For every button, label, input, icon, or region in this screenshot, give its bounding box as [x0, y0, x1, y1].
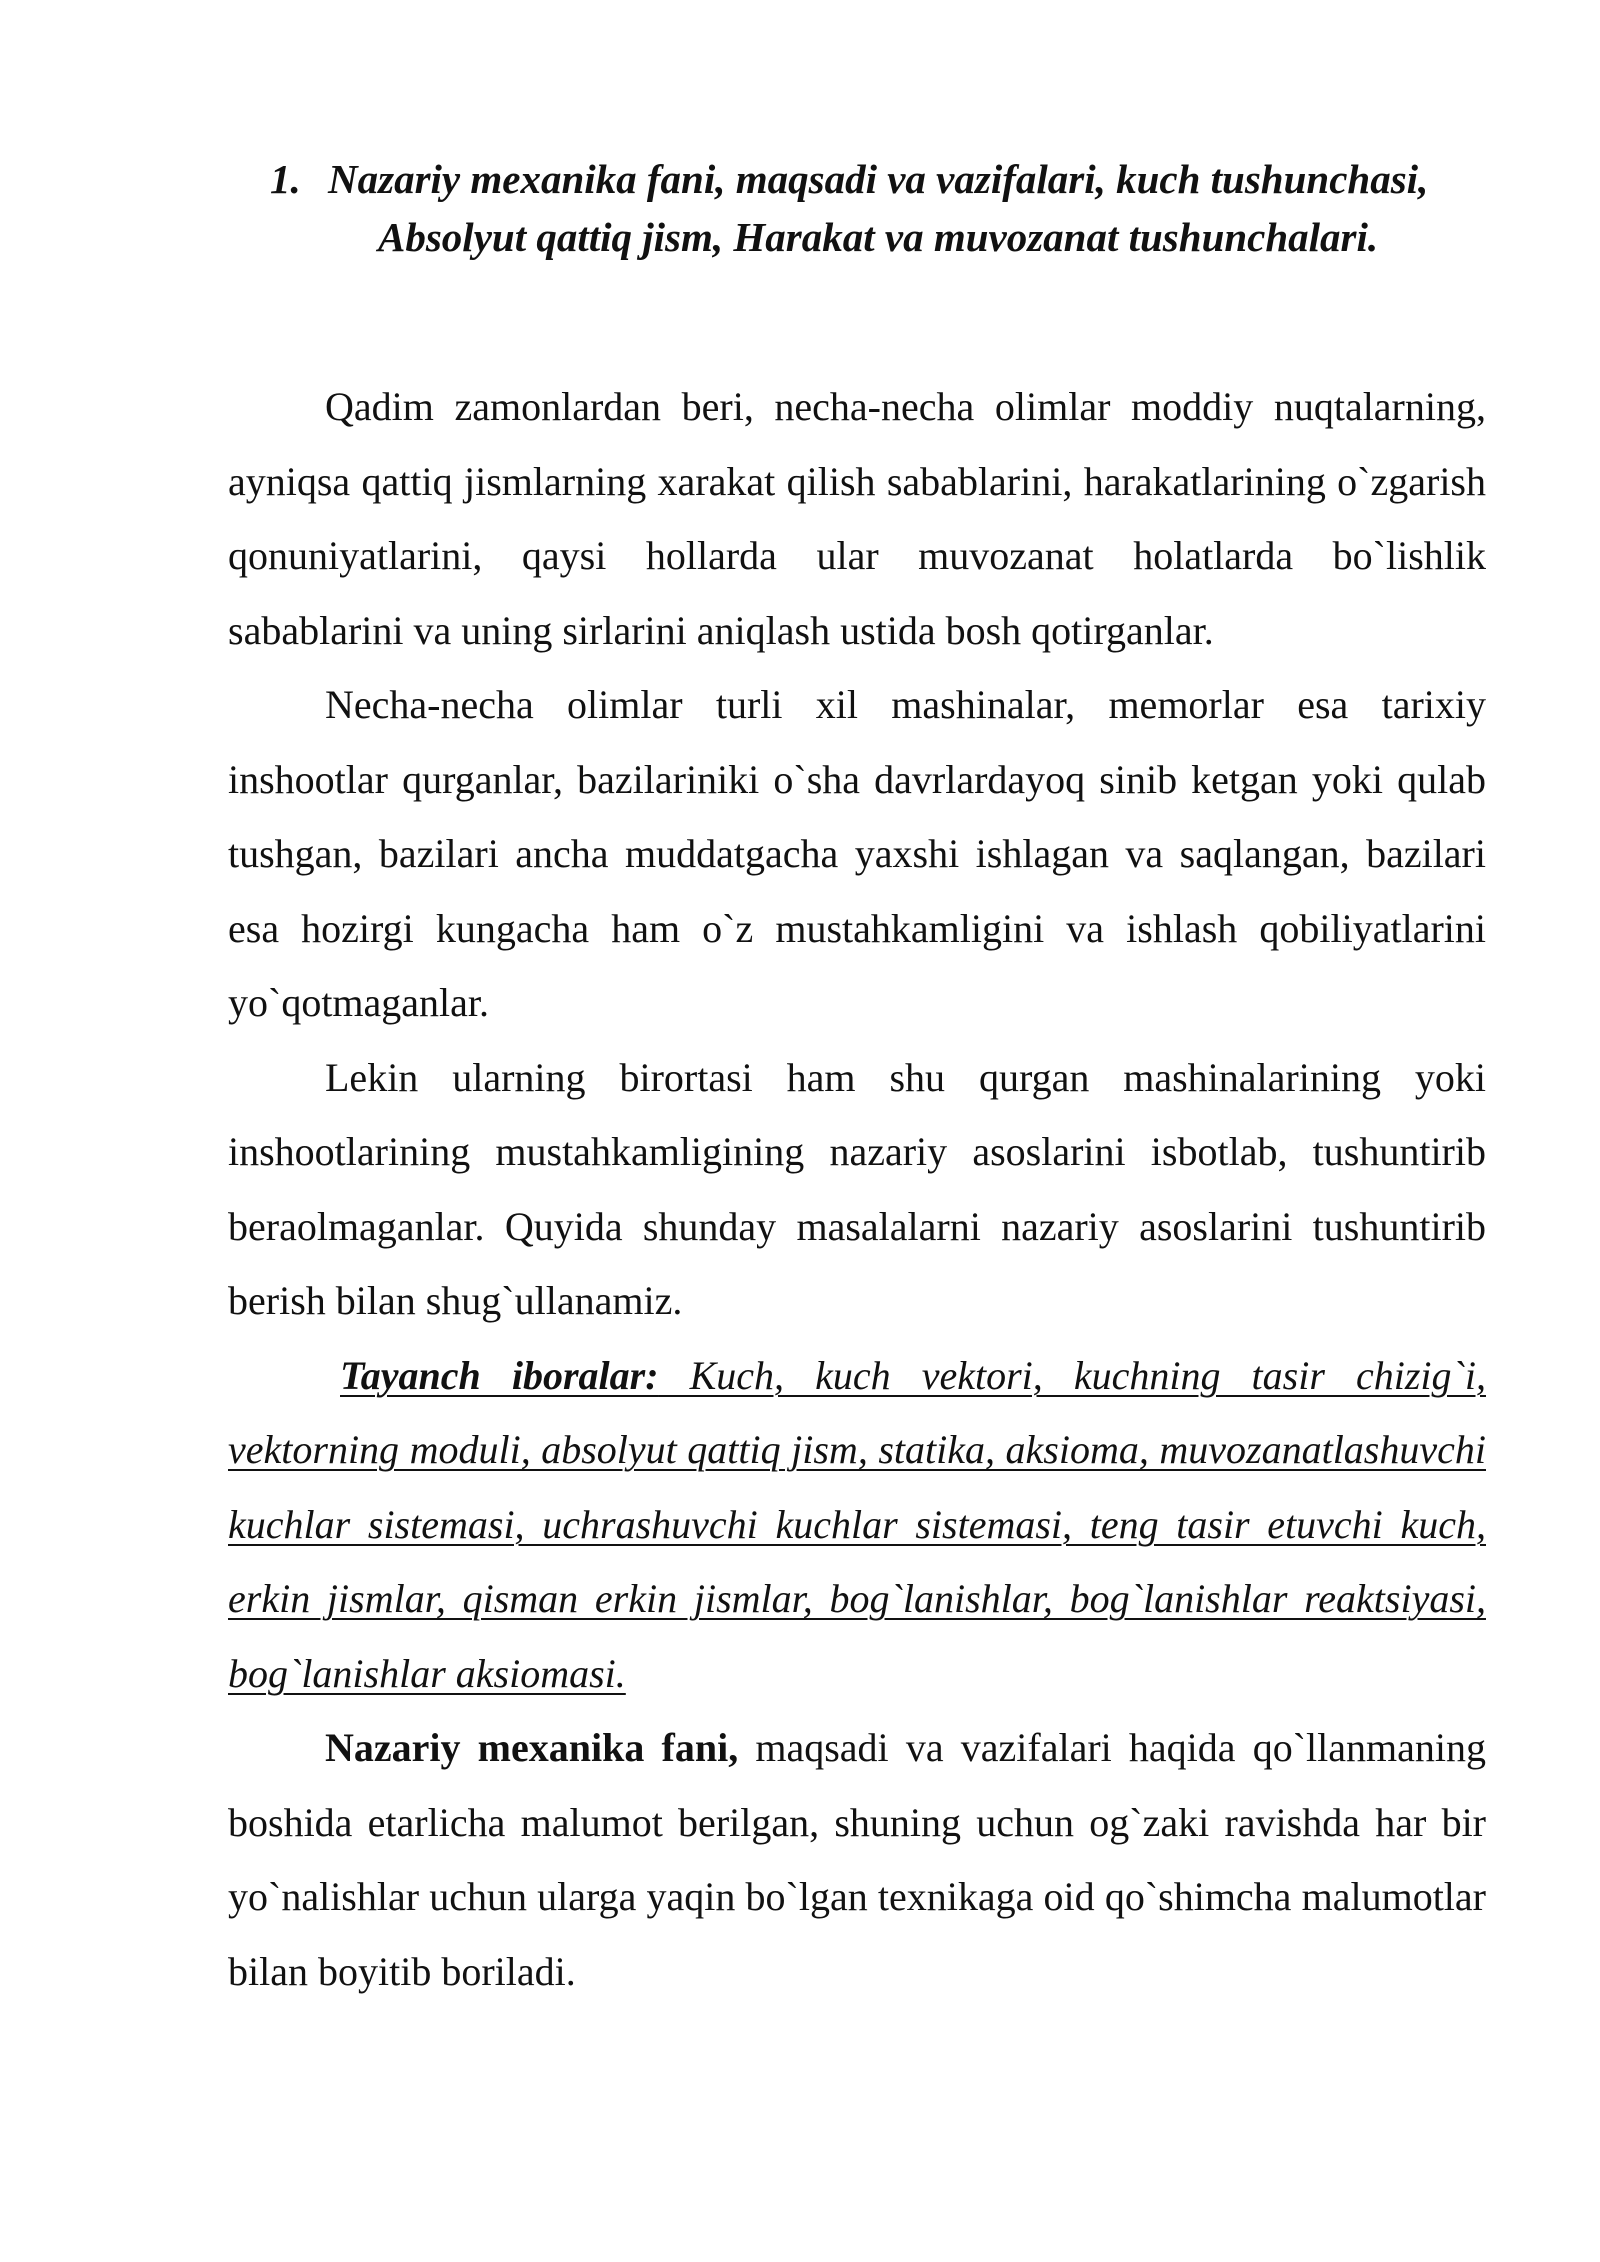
- paragraph-keywords: [228, 1339, 1486, 1712]
- paragraph-theory: Lekin ularning birortasi ham shu qurgan mashinalarining yoki inshootlarining mustahkamligining nazariy asoslarini isbotlab, tushuntirib beraolmaganlar. Quyida shunday masalalarni nazariy asoslarini tushuntirib berish bilan shug`ullanamiz.: [228, 1054, 1486, 1323]
- closing-text: maqsadi va vazifalari haqida qo`llanmaning boshida etarlicha malumot berilgan, shuning uchun og`zaki ravishda har bir yo`nalishlar uchun ularga yaqin bo`lgan texnikaga oid qo`shimcha malumotlar bilan boyitib boriladi.: [228, 1725, 1486, 1994]
- closing-bold-term: Nazariy mexanika fani,: [325, 1725, 739, 1770]
- keywords-label: Tayanch iboralar:: [340, 1352, 659, 1398]
- document-body: [228, 370, 1486, 2009]
- heading-line-1: Nazariy mexanika fani, maqsadi va vazifalari, kuch tushunchasi,: [328, 156, 1429, 202]
- heading-line-2: Absolyut qattiq jism, Harakat va muvozanat tushunchalari.: [378, 214, 1379, 260]
- paragraph-closing: [228, 1711, 1486, 2009]
- keywords-list: Kuch, kuch vektori, kuchning tasir chizig`i, vektorning moduli, absolyut qattiq jism, statika, aksioma, muvozanatlashuvchi kuchlar sistemasi, uchrashuvchi kuchlar sistemasi, teng tasir etuvchi kuch, erkin jismlar, qisman erkin jismlar, bog`lanishlar, bog`lanishlar reaktsiyasi, bog`lanishlar aksiomasi.: [228, 1352, 1486, 1696]
- paragraph-intro: Qadim zamonlardan beri, necha-necha olimlar moddiy nuqtalarning, ayniqsa qattiq jismlarning xarakat qilish sabablarini, harakatlarining o`zgarish qonuniyatlarini, qaysi hollarda ular muvozanat holatlarda bo`lishlik sabablarini va uning sirlarini aniqlash ustida bosh qotirganlar.: [228, 384, 1486, 653]
- heading-number: 1.: [270, 156, 301, 202]
- section-heading: [270, 150, 1470, 266]
- paragraph-history: Necha-necha olimlar turli xil mashinalar, memorlar esa tarixiy inshootlar qurganlar, bazilariniki o`sha davrlardayoq sinib ketgan yoki qulab tushgan, bazilari ancha muddatgacha yaxshi ishlagan va saqlangan, bazilari esa hozirgi kungacha ham o`z mustahkamligini va ishlash qobiliyatlarini yo`qotmaganlar.: [228, 682, 1486, 1025]
